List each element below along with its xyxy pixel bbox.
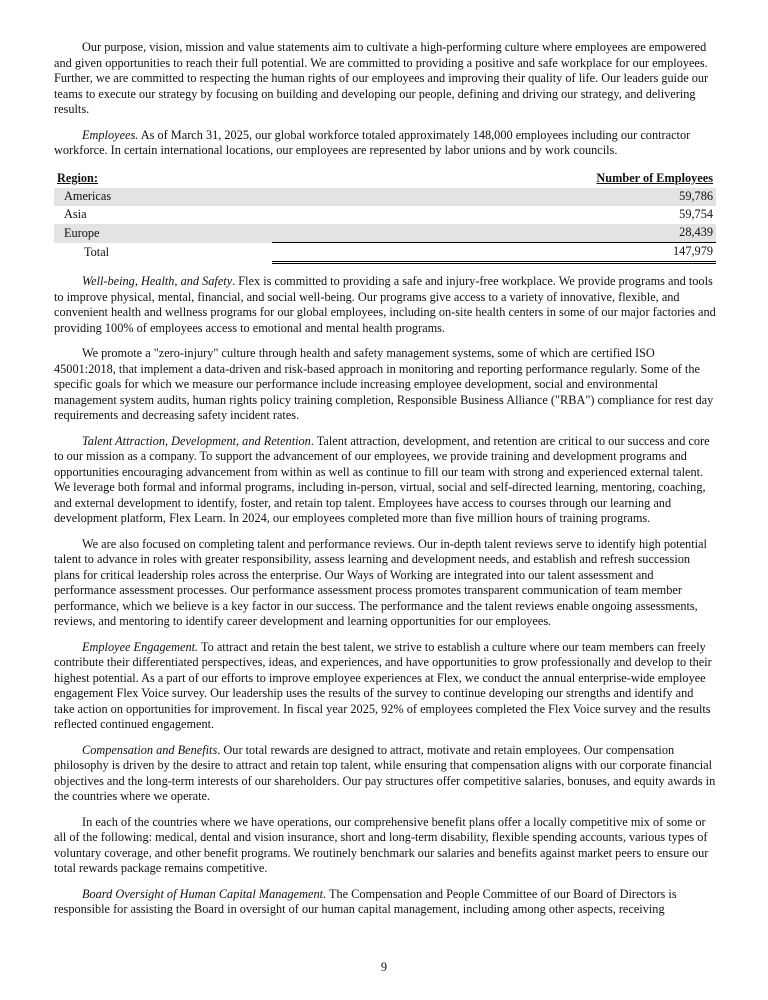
paragraph-engagement: [54, 640, 716, 733]
count-cell: 28,439: [272, 224, 716, 243]
count-cell: 59,754: [679, 207, 713, 222]
heading-board-oversight: Board Oversight of Human Capital Management: [82, 886, 324, 901]
paragraph-compensation: [54, 743, 716, 805]
region-cell: Asia: [64, 207, 87, 222]
paragraph-employees: [54, 128, 716, 159]
paragraph-reviews: We are also focused on completing talent and performance reviews. Our in-depth talent reviews serve to identify high potential talent to advance in roles with greater responsibility, assess learning and development needs, and establish and refresh succession plans for critical leadership roles across the enterprise. Our Ways of Working are integrated into our talent assessment and performance assessment processes. Our performance assessment process promotes transparent communication of team member performance, which we believe is a key factor in our success. The performance and the talent reviews enable ongoing assessments, reviews, and mentoring to identify career development and learning opportunities for our employees.: [54, 536, 707, 628]
page-content: [54, 40, 716, 928]
page-number: 9: [380, 960, 388, 974]
column-header-region: Region:: [57, 170, 98, 185]
employee-region-table: [54, 169, 716, 265]
count-cell: 59,786: [272, 188, 716, 206]
paragraph-wellbeing: [54, 274, 716, 336]
heading-compensation: Compensation and Benefits: [82, 742, 218, 757]
paragraph-purpose: Our purpose, vision, mission and value statements aim to cultivate a high-performing culture where employees are empowered and given opportunities to reach their full potential. We are committed to providing a positive and safe workplace for our employees. Further, we are committed to respecting the human rights of our employees and improving their quality of life. Our leaders guide our teams to execute our strategy by focusing on building and developing our people, defining and driving our strategy, and delivering results.: [54, 40, 709, 116]
total-value: 147,979: [272, 243, 716, 263]
region-cell: Europe: [54, 224, 272, 243]
heading-employees: Employees.: [82, 127, 139, 142]
text-board-oversight: . The Compensation and People Committee of our Board of Directors is responsible for assisting the Board in oversight of our human capital management, including among other aspects, receiving: [54, 886, 677, 916]
heading-engagement: Employee Engagement.: [82, 639, 199, 654]
text-talent: . Talent attraction, development, and retention are critical to our success and core to our mission as a company. To support the advancement of our employees, we provide training and development programs and opportunities encouraging advancement from within as well as continue to fill our team with strong and experienced external talent. We leverage both formal and informal programs, including in-person, virtual, social and self-directed learning, mentoring, coaching, and external development to identify, foster, and retain top talent. Employees have access to courses through our learning and development platform, Flex Learn. In 2024, our employees completed more than five million hours of training programs.: [54, 433, 710, 525]
table-total-row: [54, 243, 716, 263]
table-header-row: [54, 169, 716, 189]
text-employees: As of March 31, 2025, our global workforce totaled approximately 148,000 employees including our contractor workforce. In certain international locations, our employees are represented by labor unions and by work councils.: [54, 127, 691, 157]
table-row: [54, 206, 716, 224]
region-cell: Americas: [54, 188, 272, 206]
table-row: [54, 224, 716, 243]
table-row: [54, 188, 716, 206]
text-compensation: . Our total rewards are designed to attract, motivate and retain employees. Our compensation philosophy is driven by the desire to attract and retain top talent, while ensuring that compensation aligns with our corporate financial objectives and the long-term interests of our shareholders. Our pay structures offer competitive salaries, bonuses, and equity awards in the countries where we operate.: [54, 742, 716, 803]
paragraph-benefits: In each of the countries where we have operations, our comprehensive benefit plans offer a locally competitive mix of some or all of the following: medical, dental and vision insurance, short and long-term disability, flexible spending accounts, various types of voluntary coverage, and other benefit programs. We routinely benchmark our salaries and benefits against market peers to ensure our total rewards package remains competitive.: [54, 814, 709, 875]
paragraph-talent: [54, 434, 716, 527]
heading-wellbeing: Well-being, Health, and Safety: [82, 274, 233, 288]
column-header-count: Number of Employees: [596, 170, 713, 185]
text-engagement: To attract and retain the best talent, we strive to establish a culture where our team members can freely contribute their differentiated perspectives, ideas, and experiences, and have opportunities to grow professionally and develop to their highest potential. As a part of our efforts to improve employee experiences at Flex, we conduct the annual enterprise-wide employee engagement Flex Voice survey. Our leadership uses the results of the survey to continue developing our strengths and identify and take action on opportunities for improvement. In fiscal year 2025, 92% of employees completed the Flex Voice survey and the results reflected continued engagement.: [54, 639, 712, 731]
paragraph-board-oversight: [54, 887, 716, 918]
text-wellbeing: . Flex is committed to providing a safe and injury-free workplace. We provide programs and tools to improve physical, mental, financial, and social well-being. Our programs give access to a variety of innovative, flexible, and convenient health and wellness programs for our global employees, including on-site health centers in some of our major factories and providing 100% of employees access to emotional and mental health programs.: [54, 274, 716, 335]
heading-talent: Talent Attraction, Development, and Retention: [82, 433, 311, 448]
paragraph-zero-injury: We promote a "zero-injury" culture through health and safety management systems, some of which are certified ISO 45001:2018, that implement a data-driven and risk-based approach in monitoring and reporting performance regularly. Some of the specific goals for which we measure our performance include increasing employee development, social and environmental management system audits, human rights policy training completion, Responsible Business Alliance ("RBA") compliance for rest day requirements and decreasing safety incident rates.: [54, 346, 714, 422]
total-label: Total: [84, 244, 110, 259]
